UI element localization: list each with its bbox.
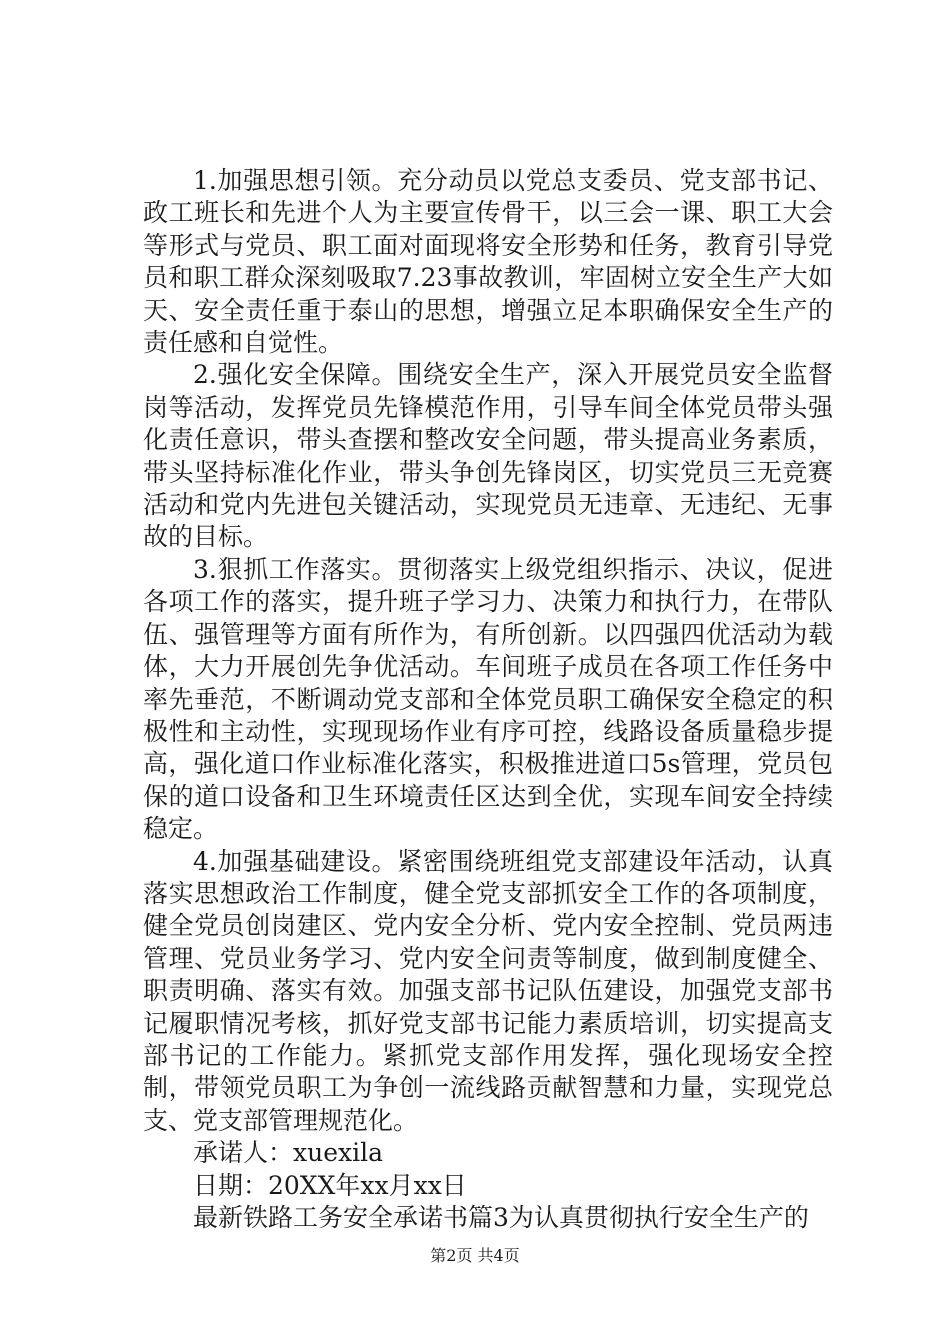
- document-body: [143, 165, 833, 1234]
- paragraph-foundation-building: 4.加强基础建设。紧密围绕班组党支部建设年活动，认真落实思想政治工作制度，健全党支部抓安全工作的各项制度，健全党员创岗建区、党内安全分析、党内安全控制、党员两违管理、党员业务学习、党内安全问责等制度，做到制度健全、职责明确、落实有效。加强支部书记队伍建设，加强党支部书记履职情况考核，抓好党支部书记能力素质培训，切实提高支部书记的工作能力。紧抓党支部作用发挥，强化现场安全控制，带领党员职工为争创一流线路贡献智慧和力量，实现党总支、党支部管理规范化。: [143, 846, 833, 1135]
- next-section-start: 最新铁路工务安全承诺书篇3为认真贯彻执行安全生产的: [193, 1203, 809, 1232]
- page-footer: 第2页 共4页: [430, 1246, 520, 1265]
- paragraph-work-implementation: 3.狠抓工作落实。贯彻落实上级党组织指示、决议，促进各项工作的落实，提升班子学习力、决策力和执行力，在带队伍、强管理等方面有所作为，有所创新。以四强四优活动为载体，大力开展创先争优活动。车间班子成员在各项工作任务中率先垂范，不断调动党支部和全体党员职工确保安全稳定的积极性和主动性，实现现场作业有序可控，线路设备质量稳步提高，强化道口作业标准化落实，积极推进道口5s管理，党员包保的道口设备和卫生环境责任区达到全优，实现车间安全持续稳定。: [143, 554, 833, 844]
- paragraph-ideology: 1.加强思想引领。充分动员以党总支委员、党支部书记、政工班长和先进个人为主要宣传骨干，以三会一课、职工大会等形式与党员、职工面对面现将安全形势和任务，教育引导党员和职工群众深刻吸取7.23事故教训，牢固树立安全生产大如天、安全责任重于泰山的思想，增强立足本职确保安全生产的责任感和自觉性。: [143, 166, 833, 358]
- signatory-line: 承诺人：xuexila: [193, 1138, 383, 1168]
- date-line: 日期：20XX年xx月xx日: [193, 1170, 467, 1200]
- paragraph-safety-guarantee: 2.强化安全保障。围绕安全生产，深入开展党员安全监督岗等活动，发挥党员先锋模范作用，引导车间全体党员带头强化责任意识，带头查摆和整改安全问题，带头提高业务素质，带头坚持标准化作业，带头争创先锋岗区，切实党员三无竞赛活动和党内先进包关键活动，实现党员无违章、无违纪、无事故的目标。: [143, 360, 833, 552]
